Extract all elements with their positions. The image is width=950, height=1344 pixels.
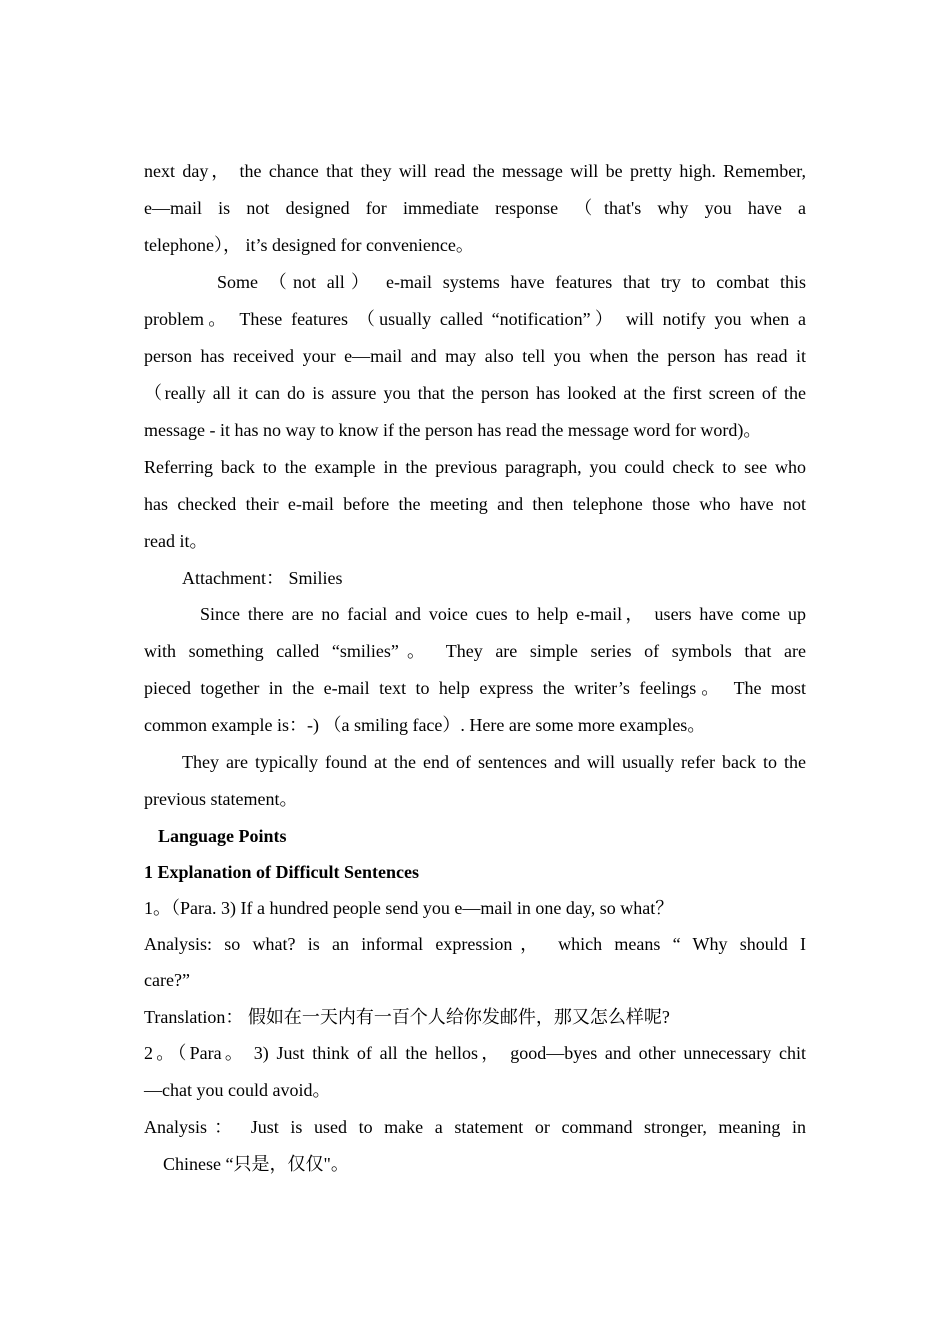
analysis-line: care?” bbox=[144, 970, 190, 990]
text-line: person has received your e—mail and may also tell you when the person has read it bbox=[144, 346, 806, 366]
text-line: with something called “smilies”。 They are simple series of symbols that are bbox=[144, 641, 806, 661]
paragraph-smilies bbox=[144, 596, 806, 744]
text-line: problem。 These features （usually called “notification”） will notify you when a bbox=[144, 309, 806, 329]
analysis-line: Analysis： Just is used to make a statement or command stronger, meaning in bbox=[144, 1117, 806, 1137]
attachment-heading: Attachment： Smilies bbox=[182, 568, 343, 588]
translation-line: Translation： 假如在一天内有一百个人给你发邮件，那又怎么样呢? bbox=[144, 1007, 670, 1027]
explanation-item-2 bbox=[144, 1035, 806, 1183]
text-line: They are typically found at the end of sentences and will usually refer back to the bbox=[182, 752, 806, 772]
document-page bbox=[144, 153, 806, 1183]
text-line: common example is：-) （a smiling face）. Here are some more examples。 bbox=[144, 715, 706, 735]
paragraph-continuation bbox=[144, 153, 806, 264]
text-line: read it。 bbox=[144, 531, 208, 551]
sentence-line: —chat you could avoid。 bbox=[144, 1080, 331, 1100]
text-line: has checked their e-mail before the meeting and then telephone those who have not bbox=[144, 494, 806, 514]
text-line: Since there are no facial and voice cues to help e-mail， users have come up bbox=[200, 604, 806, 624]
sentence-line: 2。（Para。 3) Just think of all the hellos， good—byes and other unnecessary chit bbox=[144, 1043, 806, 1063]
section-heading: 1 Explanation of Difficult Sentences bbox=[144, 862, 420, 882]
explanation-item-1 bbox=[144, 890, 806, 1035]
text-line: （really all it can do is assure you that the person has looked at the first screen of the bbox=[144, 383, 806, 403]
text-line: Some （not all） e-mail systems have features that try to combat this bbox=[217, 272, 806, 292]
text-line: Referring back to the example in the previous paragraph, you could check to see who bbox=[144, 457, 806, 477]
text-line: message - it has no way to know if the person has read the message word for word)。 bbox=[144, 420, 762, 440]
text-line: next day， the chance that they will read the message will be pretty high. Remember, bbox=[144, 161, 806, 181]
language-points-heading: Language Points bbox=[158, 826, 287, 846]
analysis-line: Chinese “只是，仅仅"。 bbox=[163, 1154, 349, 1174]
paragraph-typical-usage bbox=[144, 744, 806, 818]
text-line: telephone）， it’s designed for convenience。 bbox=[144, 235, 474, 255]
text-line: pieced together in the e-mail text to help express the writer’s feelings。 The most bbox=[144, 678, 806, 698]
text-line: e—mail is not designed for immediate response （that's why you have a bbox=[144, 198, 806, 218]
text-line: previous statement。 bbox=[144, 789, 298, 809]
analysis-line: Analysis: so what? is an informal expression， which means “ Why should I bbox=[144, 934, 806, 954]
paragraph-notification bbox=[144, 264, 806, 560]
sentence-line: 1。（Para. 3) If a hundred people send you e—mail in one day, so what？ bbox=[144, 898, 674, 918]
